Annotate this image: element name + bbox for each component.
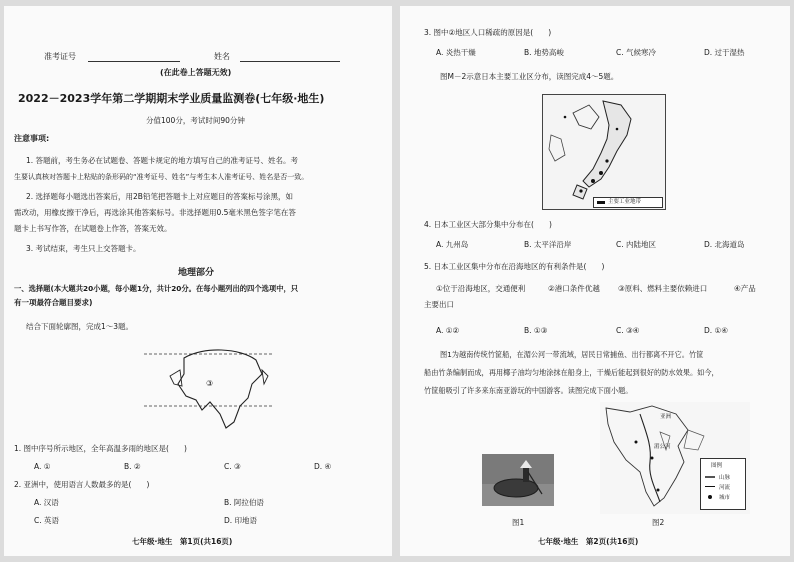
- page-footer: 七年级·地生 第1页(共16页): [132, 537, 233, 546]
- name-field[interactable]: [240, 61, 340, 62]
- map3-legend-river: 河流: [719, 485, 731, 491]
- question-2: 2. 亚洲中，使用语言人数最多的是( ): [14, 480, 150, 489]
- right-page: [400, 6, 790, 556]
- q4-option-c[interactable]: C. 内陆地区: [616, 240, 657, 249]
- part1-instructions: 一、选择题(本大题共20小题，每小题1分，共计20分。在每小题列出的四个选项中，只: [14, 284, 299, 293]
- q5-condition-2: ②港口条件优越: [548, 284, 600, 293]
- asia-outline-map: [144, 340, 274, 436]
- q2-option-a[interactable]: A. 汉语: [34, 498, 59, 507]
- note-line: 题卡上书写作答，在试题卷上作答，答案无效。: [14, 224, 172, 233]
- q5-option-d[interactable]: D. ①④: [704, 326, 728, 335]
- mountain-symbol: [705, 476, 715, 478]
- map3-legend: [700, 458, 746, 510]
- section-title: 地理部分: [178, 268, 215, 278]
- q5-condition-3: ③原料、燃料主要依赖进口: [618, 284, 708, 293]
- note-line: 3. 考试结束，考生只上交答题卡。: [26, 244, 141, 253]
- question-4: 4. 日本工业区大部分集中分布在( ): [424, 220, 552, 229]
- q4-option-a[interactable]: A. 九州岛: [436, 240, 469, 249]
- q4-option-d[interactable]: D. 北海道岛: [704, 240, 745, 249]
- question-5: 5. 日本工业区集中分布在沿海地区的有利条件是( ): [424, 262, 605, 271]
- note-line: 需改动，用橡皮擦干净后，再选涂其他答案标号。非选择题用0.5毫米黑色签字笔在答: [14, 208, 296, 217]
- map-region-label: ③: [206, 379, 214, 388]
- figure-1-caption: 图1: [512, 518, 525, 527]
- q3-option-a[interactable]: A. 炎热干燥: [436, 48, 476, 57]
- passage-line: 竹筐船吸引了许多来东南亚游玩的中国游客。读图完成下面小题。: [424, 386, 633, 395]
- note-line: 2. 选择题每小题选出答案后，用2B铅笔把答题卡上对应题目的答案标号涂黑，如: [26, 192, 293, 201]
- q3-option-d[interactable]: D. 过于湿热: [704, 48, 745, 57]
- q1-option-a[interactable]: A. ①: [34, 462, 51, 471]
- q2-option-c[interactable]: C. 英语: [34, 516, 60, 525]
- question-1: 1. 图中序号所示地区，全年高温多雨的地区是( ): [14, 444, 187, 453]
- q1-option-c[interactable]: C. ③: [224, 462, 241, 471]
- part1-instructions-cont: 有一项最符合题目要求): [14, 298, 93, 307]
- q3-option-b[interactable]: B. 地势高峻: [524, 48, 564, 57]
- map3-legend-title: 图例: [711, 463, 723, 469]
- exam-title: 2022－2023学年第二学期期末学业质量监测卷(七年级·地生): [18, 92, 325, 105]
- figure-1-photo: [482, 454, 554, 506]
- map3-legend-city: 城市: [719, 495, 731, 501]
- map2-intro: 图M－2示意日本主要工业区分布，读图完成4～5题。: [440, 72, 619, 81]
- q4-option-b[interactable]: B. 太平洋沿岸: [524, 240, 572, 249]
- map-legend: [593, 197, 663, 208]
- page-footer: 七年级·地生 第2页(共16页): [538, 537, 639, 546]
- figure-2-map: [600, 402, 750, 514]
- question-3: 3. 图中②地区人口稀疏的原因是( ): [424, 28, 552, 37]
- city-symbol: [708, 495, 712, 499]
- q5-condition-1: ①位于沿海地区，交通便利: [436, 284, 526, 293]
- legend-label: 主要工业地带: [608, 199, 642, 205]
- left-page: [4, 6, 392, 556]
- exam-id-label: 准考证号: [44, 52, 76, 61]
- legend-swatch: [597, 201, 605, 204]
- q3-option-c[interactable]: C. 气候寒冷: [616, 48, 657, 57]
- note-line: 1. 答题前，考生务必在试题卷、答题卡规定的地方填写自己的准考证号、姓名。考: [26, 156, 299, 165]
- passage-line: 图1为越南传统竹筐船，在湄公河一带流域，居民日常捕鱼、出行都离不开它。竹筐: [440, 350, 704, 359]
- map3-label-asia: 亚洲: [660, 414, 672, 420]
- exam-subtitle: 分值100分，考试时间90分钟: [146, 116, 245, 125]
- river-symbol: [705, 486, 715, 487]
- q5-option-a[interactable]: A. ①②: [436, 326, 460, 335]
- q1-option-b[interactable]: B. ②: [124, 462, 141, 471]
- notes-heading: 注意事项:: [14, 134, 50, 143]
- map3-label-mekong: 湄公河: [654, 444, 671, 450]
- q5-option-c[interactable]: C. ③④: [616, 326, 640, 335]
- note-line: 生要认真核对答题卡上粘贴的条形码的“准考证号、姓名”与考生本人准考证号、姓名是否一致。: [14, 173, 309, 181]
- q5-condition-4-cont: 主要出口: [424, 300, 454, 309]
- map-intro: 结合下面轮廓图，完成1～3题。: [26, 322, 134, 331]
- passage-line: 船由竹条编制而成，再用椰子油均匀地涂抹在船身上，干燥后能起到很好的防水效果。如今，: [424, 368, 719, 377]
- figure-2-caption: 图2: [652, 518, 665, 527]
- q5-option-b[interactable]: B. ①③: [524, 326, 548, 335]
- q1-option-d[interactable]: D. ④: [314, 462, 332, 471]
- no-answer-notice: (在此卷上答题无效): [160, 68, 232, 77]
- exam-id-field[interactable]: [88, 61, 180, 62]
- name-label: 姓名: [214, 52, 230, 61]
- q5-condition-4: ④产品: [734, 284, 756, 293]
- q2-option-b[interactable]: B. 阿拉伯语: [224, 498, 264, 507]
- map3-legend-mountain: 山脉: [719, 475, 731, 481]
- q2-option-d[interactable]: D. 印地语: [224, 516, 258, 525]
- japan-industry-map: [542, 94, 666, 210]
